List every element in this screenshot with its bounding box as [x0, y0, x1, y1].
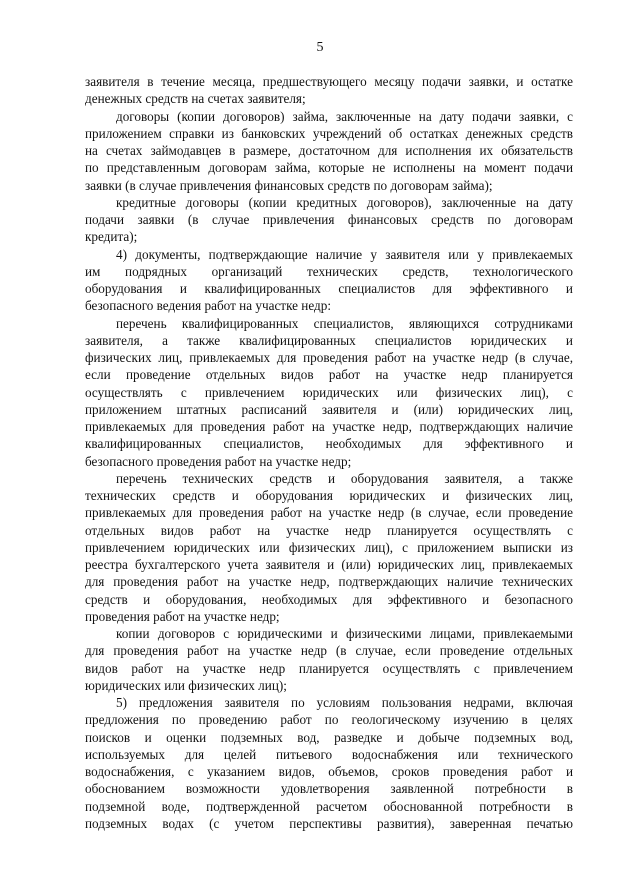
paragraph: [85, 194, 573, 246]
text-line: водоснабжения, с указанием видов, объемов, сроков проведения работ и: [85, 764, 573, 779]
paragraph: [85, 73, 573, 108]
text-line: привлекаемых для проведения работ на участке недр, подтверждающих наличие: [85, 419, 573, 434]
text-line: проведения работ на участке недр;: [85, 608, 280, 624]
paragraph: [85, 246, 573, 315]
text-line: договоры (копии договоров) займа, заключенные на дату подачи заявки, с: [116, 108, 573, 124]
text-line: юридических или физических лиц);: [85, 677, 287, 693]
paragraph: [85, 470, 573, 625]
text-line: поисков и оценки подземных вод, разведке и добыче подземных вод,: [85, 729, 573, 745]
text-line: заявителя, а также квалифицированных специалистов юридических и: [85, 332, 573, 348]
text-line: копии договоров с юридическими и физическими лицами, привлекаемыми: [116, 626, 573, 641]
text-line: перечень квалифицированных специалистов, являющихся сотрудниками: [116, 315, 573, 331]
text-line: для проведения работ на участке недр (в случае, если проведение отдельных: [85, 643, 573, 659]
text-line: квалифицированных специалистов, необходимых для эффективного и: [85, 436, 573, 452]
paragraph: [85, 108, 573, 194]
text-line: перечень технических средств и оборудования заявителя, а также: [116, 470, 573, 486]
text-line: если проведение отдельных видов работ на участке недр планируется: [85, 367, 573, 383]
text-line: предложения по проведению работ по геологическому изучению в целях: [85, 712, 573, 728]
text-line: заявителя в течение месяца, предшествующего месяцу подачи заявки, и остатке: [85, 74, 573, 89]
text-line: технических средств и оборудования юридических и физических лиц,: [85, 488, 573, 503]
text-line: подземной воде, подтвержденной расчетом обоснованной потребности в: [85, 798, 573, 814]
text-line: оборудования и квалифицированных специалистов для эффективного и: [85, 281, 573, 296]
text-line: осуществлять с привлечением юридических или физических лиц), с: [85, 384, 573, 400]
paragraph: [85, 625, 573, 694]
text-line: используемых для целей питьевого водоснабжения или технического: [85, 746, 573, 762]
text-line: видов работ на участке недр планируется осуществлять с привлечением: [85, 660, 573, 676]
text-line: реестра бухгалтерского учета заявителя и (или) юридических лиц, привлекаемых: [85, 557, 573, 572]
text-line: на счетах займодавцев в размере, достаточном для исполнения их обязательств: [85, 143, 573, 158]
text-line: подземных водах (с учетом перспективы развития), заверенная печатью: [85, 815, 573, 831]
text-line: физических лиц, привлекаемых для проведения работ на участке недр (в случае,: [85, 350, 573, 365]
text-line: привлечением юридических или физических лиц), с приложением выписки из: [85, 539, 573, 555]
text-line: по представленным договорам займа, которые не исполнены на момент подачи: [85, 160, 573, 176]
text-line: 4) документы, подтверждающие наличие у заявителя или у привлекаемых: [116, 246, 573, 262]
text-line: отдельных видов работ на участке недр планируется осуществлять с: [85, 522, 573, 538]
text-line: безопасного ведения работ на участке недр:: [85, 298, 332, 314]
paragraph: [85, 315, 573, 470]
text-line: для проведения работ на участке недр, подтверждающих наличие технических: [85, 574, 573, 590]
text-line: заявки (в случае привлечения финансовых средств по договорам займа);: [85, 177, 493, 193]
text-line: им подрядных организаций технических средств, технологического: [85, 263, 573, 279]
document-body: [85, 73, 573, 832]
text-line: обоснованием возможности удовлетворения заявленной потребности в: [85, 781, 573, 797]
text-line: приложением справки из банковских учреждений об остатках денежных средств: [85, 125, 573, 141]
text-line: подачи заявки (в случае привлечения финансовых средств по договорам: [85, 212, 573, 227]
text-line: кредитные договоры (копии кредитных договоров), заключенные на дату: [116, 194, 573, 210]
text-line: кредита);: [85, 229, 138, 245]
paragraph: [85, 694, 573, 832]
text-line: средств и оборудования, необходимых для эффективного и безопасного: [85, 591, 573, 607]
page-number: 5: [316, 40, 324, 55]
text-line: денежных средств на счетах заявителя;: [85, 91, 306, 107]
text-line: безопасного проведения работ на участке недр;: [85, 453, 352, 469]
text-line: приложением штатных расписаний заявителя и (или) юридических лиц,: [85, 401, 573, 417]
text-line: привлекаемых для проведения работ на участке недр (в случае, если проведение: [85, 505, 573, 521]
text-line: 5) предложения заявителя по условиям пользования недрами, включая: [116, 695, 573, 710]
